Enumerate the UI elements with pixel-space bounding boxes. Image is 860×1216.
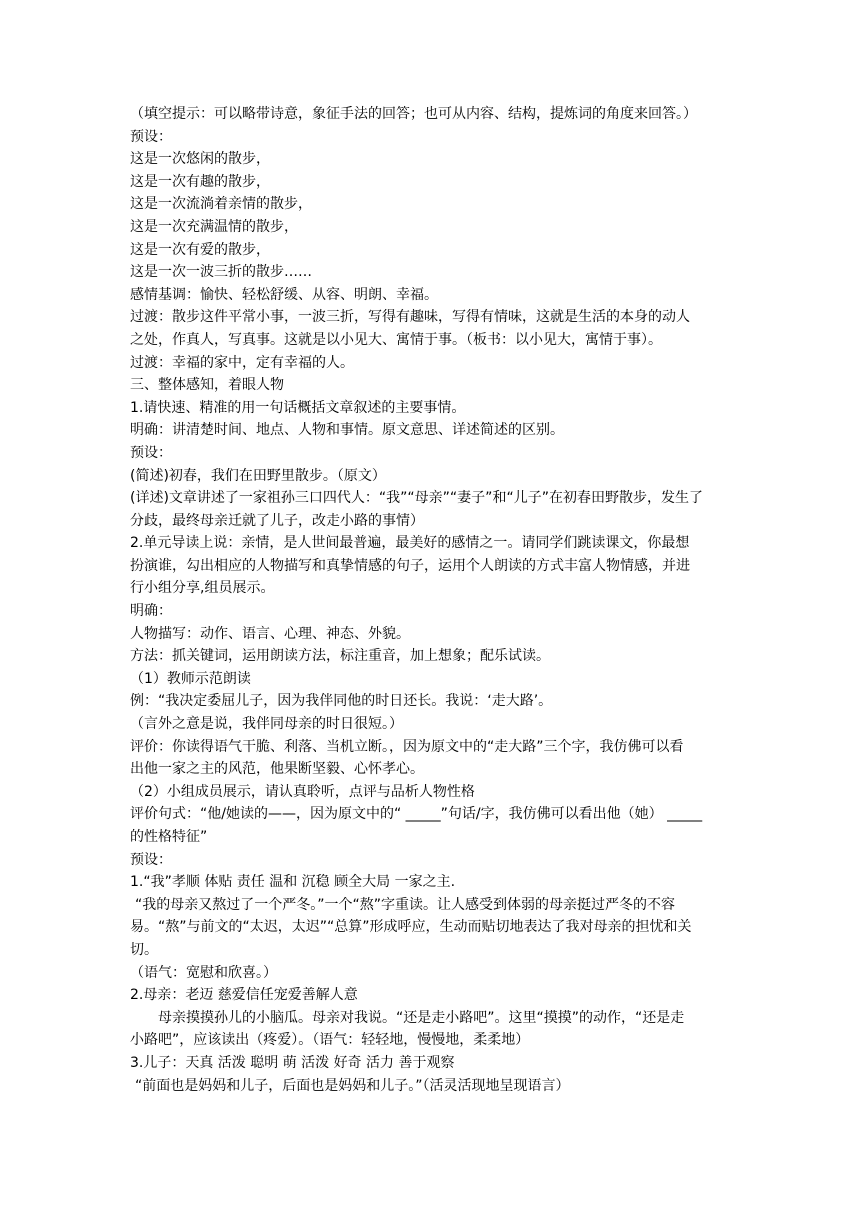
text-line: 3.儿子：天真 活泼 聪明 萌 活泼 好奇 活力 善于观察 — [130, 1054, 455, 1071]
text-line: 预设： — [130, 128, 172, 145]
text-line: 切。 — [130, 941, 158, 958]
text-line: 三、整体感知，着眼人物 — [130, 377, 284, 394]
text-line: 评价：你读得语气干脆、利落、当机立断。，因为原文中的“走大路”三个字，我仿佛可以看 — [130, 738, 684, 755]
text-line: 预设： — [130, 444, 172, 461]
text-line: 1.请快速、精准的用一句话概括文章叙述的主要事情。 — [130, 399, 466, 416]
text-line: （1）教师示范朗读 — [130, 670, 251, 687]
text-line: 评价句式：“他/她读的——，因为原文中的“ _____”句话/字，我仿佛可以看出他（她） _____ — [130, 806, 703, 823]
text-line: 扮演谁，勾出相应的人物描写和真挚情感的句子，运用个人朗读的方式丰富人物情感，并进 — [130, 557, 690, 574]
text-line: 这是一次有趣的散步， — [130, 173, 270, 190]
text-line: 例：“我决定委屈儿子，因为我伴同他的时日还长。我说：‘走大路’。 — [130, 693, 553, 710]
text-line: 明确：讲清楚时间、地点、人物和事情。原文意思、详述简述的区别。 — [130, 422, 564, 439]
text-line: 这是一次流淌着亲情的散步， — [130, 196, 312, 213]
document-body — [130, 103, 740, 1097]
text-line: 过渡：幸福的家中，定有幸福的人。 — [130, 354, 354, 371]
text-line: “我的母亲又熬过了一个严冬。”一个“熬”字重读。让人感受到体弱的母亲挺过严冬的不容 — [135, 896, 676, 913]
text-line: “前面也是妈妈和儿子，后面也是妈妈和儿子。”（活灵活现地呈现语言） — [135, 1077, 570, 1094]
text-line: 这是一次有爱的散步， — [130, 241, 270, 258]
text-line: （2）小组成员展示，请认真聆听，点评与品析人物性格 — [130, 783, 475, 800]
text-line: (简述)初春，我们在田野里散步。（原文） — [130, 467, 386, 484]
text-line: 出他一家之主的风范，他果断坚毅、心怀孝心。 — [130, 761, 424, 778]
text-line: 这是一次充满温情的散步， — [130, 218, 298, 235]
text-line: （填空提示：可以略带诗意，象征手法的回答；也可从内容、结构，提炼词的角度来回答。） — [130, 106, 697, 122]
text-line: 分歧，最终母亲迁就了儿子，改走小路的事情） — [130, 512, 424, 529]
text-line: 易。“熬”与前文的“太迟，太迟”“总算”形成呼应，生动而贴切地表达了我对母亲的担忧和关 — [130, 919, 692, 936]
text-line: （言外之意是说，我伴同母亲的时日很短。） — [130, 716, 403, 733]
text-line: 过渡：散步这件平常小事，一波三折，写得有趣味，写得有情味，这就是生活的本身的动人 — [130, 309, 690, 326]
text-line: 2.母亲：老迈 慈爱信任宠爱善解人意 — [130, 987, 358, 1004]
text-line: 预设： — [130, 851, 172, 868]
text-line: （语气：宽慰和欣喜。） — [130, 964, 277, 981]
text-line: 这是一次悠闲的散步， — [130, 151, 270, 168]
text-line: 明确： — [130, 603, 172, 620]
text-line: 1.“我”孝顺 体贴 责任 温和 沉稳 顾全大局 一家之主. — [130, 874, 456, 891]
text-line: 人物描写：动作、语言、心理、神态、外貌。 — [130, 625, 410, 642]
text-line: 之处，作真人，写真事。这就是以小见大、寓情于事。（板书：以小见大，寓情于事）。 — [130, 331, 662, 348]
text-line: (详述)文章讲述了一家祖孙三口四代人：“我”“母亲”“妻子”和“儿子”在初春田野散步，发生了 — [130, 490, 703, 507]
text-line: 方法：抓关键词，运用朗读方法，标注重音，加上想象；配乐试读。 — [130, 648, 550, 665]
text-line: 的性格特征” — [130, 829, 208, 845]
text-line: 小路吧”，应该读出（疼爱）。（语气：轻轻地，慢慢地，柔柔地） — [130, 1032, 530, 1049]
text-line: 这是一次一波三折的散步…… — [130, 264, 312, 281]
text-line: 感情基调：愉快、轻松舒缓、从容、明朗、幸福。 — [130, 286, 438, 303]
text-line: 母亲摸摸孙儿的小脑瓜。母亲对我说。“还是走小路吧”。这里“摸摸”的动作，“还是走 — [158, 1009, 685, 1026]
text-line: 2.单元导读上说：亲情，是人世间最普遍，最美好的感情之一。请同学们跳读课文，你最想 — [130, 535, 690, 552]
text-line: 行小组分享,组员展示。 — [130, 580, 275, 597]
